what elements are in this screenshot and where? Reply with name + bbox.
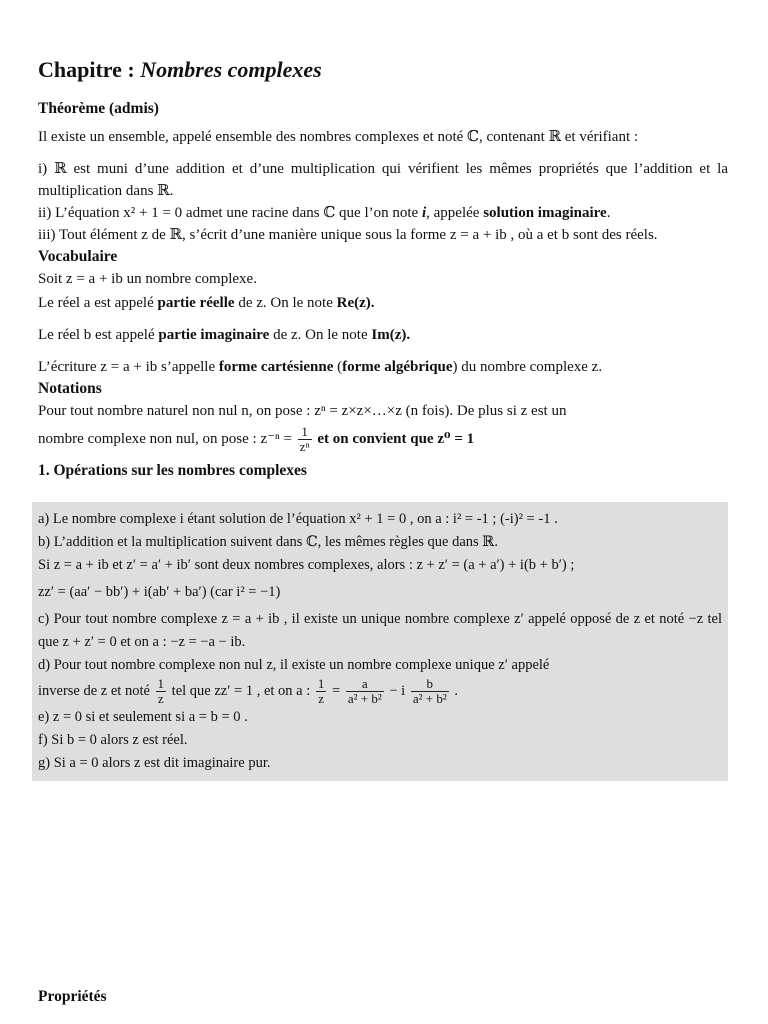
box-item-a: a) Le nombre complexe i étant solution de l’équation x² + 1 = 0 , on a : i² = -1 ; (-i)² = -1 .: [38, 511, 558, 527]
notations-heading: Notations: [38, 380, 102, 397]
operations-box: [32, 502, 728, 781]
box-zz-line: zz′ = (aa′ − bb′) + i(ab′ + ba′) (car i² = −1): [38, 584, 281, 600]
box-item-d-line-1: d) Pour tout nombre complexe non nul z, il existe un nombre complexe unique z′ appelé: [38, 657, 550, 673]
notations-line-2: nombre complexe non nul, on pose : z⁻ⁿ = $\frac{1}{\text{zⁿ}}$ et on convient que z⁰ = 1: [38, 424, 475, 455]
box-item-e: e) z = 0 si et seulement si a = b = 0 .: [38, 709, 248, 725]
chapter-prefix: Chapitre :: [38, 57, 141, 82]
box-item-b: b) L’addition et la multiplication suivent dans ℂ, les mêmes règles que dans ℝ.: [38, 534, 498, 550]
fraction: $\frac{1}{z}$: [157, 676, 165, 706]
vocabulaire-line-3: Le réel b est appelé partie imaginaire de z. On le note Im(z).: [38, 327, 411, 343]
theoreme-item-3: iii) Tout élément z de ℝ, s’écrit d’une manière unique sous la forme z = a + ib , où a et b sont des réels.: [38, 227, 658, 243]
box-item-g: g) Si a = 0 alors z est dit imaginaire pur.: [38, 755, 271, 771]
chapter-topic: Nombres complexes: [140, 57, 322, 82]
section-1-heading: 1. Opérations sur les nombres complexes: [38, 462, 307, 479]
box-si-line: Si z = a + ib et z′ = a′ + ib′ sont deux nombres complexes, alors : z + z′ = (a + a′) + i(b + b′) ;: [38, 557, 575, 573]
fraction: $\frac{1}{z}$: [317, 676, 325, 706]
theoreme-item-1: i) ℝ est muni d’une addition et d’une multiplication qui vérifient les mêmes propriétés que l’addition et la multiplication dans ℝ.: [38, 161, 728, 199]
box-item-d-line-2: inverse de z et noté $\frac{1}{z}$ tel que zz′ = 1 , et on a : $\frac{1}{z}$ = $\frac{a}{\text{a² + b²}}$ − i $\frac{b}{\text{a² + b²}}$ .: [38, 676, 458, 706]
vocabulaire-line-1: Soit z = a + ib un nombre complexe.: [38, 271, 257, 287]
theoreme-intro: Il existe un ensemble, appelé ensemble des nombres complexes et noté ℂ, contenant ℝ et vérifiant :: [38, 129, 639, 145]
fraction: $\frac{a}{\text{a² + b²}}$: [347, 676, 382, 706]
fraction: $\frac{1}{\text{zⁿ}}$: [299, 424, 310, 455]
chapter-title: [38, 56, 728, 84]
box-item-f: f) Si b = 0 alors z est réel.: [38, 732, 188, 748]
box-item-c: c) Pour tout nombre complexe z = a + ib , il existe un unique nombre complexe z′ appelé opposé de z et noté −z tel que z + z′ = 0 et on a : −z = −a − ib.: [38, 611, 722, 650]
theoreme-heading: Théorème (admis): [38, 100, 159, 117]
proprietes-heading: Propriétés: [38, 988, 107, 1005]
fraction: $\frac{b}{\text{a² + b²}}$: [412, 676, 447, 706]
notations-line-1: Pour tout nombre naturel non nul n, on pose : zⁿ = z×z×…×z (n fois). De plus si z est un: [38, 403, 567, 419]
vocabulaire-line-2: Le réel a est appelé partie réelle de z. On le note Re(z).: [38, 295, 375, 311]
vocabulaire-heading: Vocabulaire: [38, 248, 118, 265]
document-page: [38, 56, 728, 781]
theoreme-item-2: ii) L’équation x² + 1 = 0 admet une racine dans ℂ que l’on note i, appelée solution imaginaire.: [38, 205, 611, 221]
vocabulaire-line-4: L’écriture z = a + ib s’appelle forme cartésienne (forme algébrique) du nombre complexe z.: [38, 359, 603, 375]
